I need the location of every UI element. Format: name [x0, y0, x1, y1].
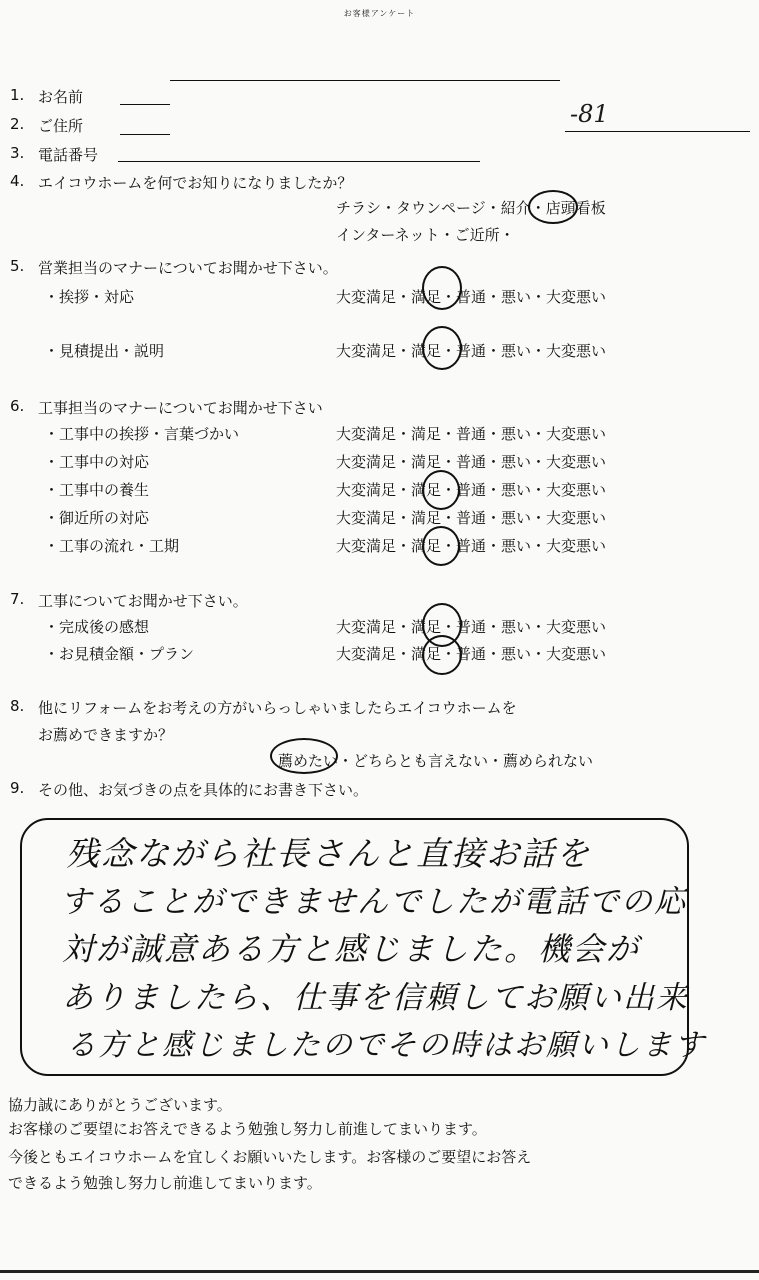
q5-item-label: ・見積提出・説明	[44, 342, 165, 360]
q5-item-label: ・挨拶・対応	[44, 288, 135, 306]
q4-options-line1: チラシ・タウンページ・紹介・店頭看板	[336, 199, 606, 217]
q7-number: 7.	[10, 590, 25, 608]
q3-number: 3.	[10, 144, 25, 162]
q5-label: 営業担当のマナーについてお聞かせ下さい。	[38, 259, 338, 277]
scan-edge-line	[0, 1270, 759, 1273]
q7-circle-mark	[422, 635, 462, 675]
q3-label: 電話番号	[38, 146, 99, 164]
q4-circle-mark	[528, 190, 578, 224]
footer-line: 協力誠にありがとうございます。	[8, 1096, 232, 1114]
q6-item-scale: 大変満足・満足・普通・悪い・大変悪い	[336, 453, 607, 471]
comment-line: することができませんでしたが電話での応	[60, 884, 687, 920]
q8-label-line2: お薦めできますか？	[38, 726, 174, 744]
comment-line: ありましたら、仕事を信頼してお願い出来	[62, 980, 689, 1016]
q1-number: 1.	[10, 86, 25, 104]
q7-item-scale: 大変満足・満足・普通・悪い・大変悪い	[336, 645, 607, 663]
q7-item-scale: 大変満足・満足・普通・悪い・大変悪い	[336, 618, 607, 636]
q8-options: 薦めたい・どちらとも言えない・薦められない	[278, 752, 594, 770]
q2-address-line	[565, 131, 750, 132]
comment-line: 対が誠意ある方と感じました。機会が	[62, 930, 641, 968]
q9-number: 9.	[10, 779, 25, 797]
q7-item-label: ・完成後の感想	[44, 618, 150, 636]
q6-item-label: ・工事中の挨拶・言葉づかい	[44, 425, 240, 443]
q4-options-line2: インターネット・ご近所・	[336, 226, 515, 244]
q8-circle-mark	[270, 738, 338, 774]
q4-number: 4.	[10, 172, 25, 190]
footer-line: できるよう勉強し努力し前進してまいります。	[8, 1174, 322, 1192]
q6-item-label: ・工事の流れ・工期	[44, 537, 180, 555]
footer-line: 今後ともエイコウホームを宜しくお願いいたします。お客様のご要望にお答え	[8, 1148, 532, 1166]
q5-item-scale: 大変満足・満足・普通・悪い・大変悪い	[336, 288, 607, 306]
q7-item-label: ・お見積金額・プラン	[44, 645, 195, 663]
comment-line: る方と感じましたのでその時はお願いします	[66, 1028, 706, 1063]
q1-name-blank	[120, 104, 170, 105]
q6-label: 工事担当のマナーについてお聞かせ下さい	[38, 399, 323, 417]
q6-circle-mark	[422, 526, 460, 566]
q6-item-label: ・工事中の養生	[44, 481, 150, 499]
q6-circle-mark	[422, 470, 460, 510]
q8-label: 他にリフォームをお考えの方がいらっしゃいましたらエイコウホームを	[38, 699, 517, 717]
q1-name-line	[170, 80, 560, 81]
q6-item-scale: 大変満足・満足・普通・悪い・大変悪い	[336, 481, 607, 499]
q5-circle-mark	[422, 266, 462, 310]
q5-number: 5.	[10, 257, 25, 275]
q2-address-blank	[120, 134, 170, 135]
q2-number: 2.	[10, 115, 25, 133]
footer-line: お客様のご要望にお答えできるよう勉強し努力し前進してまいります。	[8, 1120, 487, 1138]
page-title: お客様アンケート	[343, 9, 416, 18]
q1-label: お名前	[38, 88, 84, 106]
q6-item-scale: 大変満足・満足・普通・悪い・大変悪い	[336, 425, 607, 443]
q6-item-label: ・御近所の対応	[44, 509, 150, 527]
q2-label: ご住所	[38, 117, 84, 135]
q3-phone-line	[118, 161, 480, 162]
q6-number: 6.	[10, 397, 25, 415]
q6-item-scale: 大変満足・満足・普通・悪い・大変悪い	[336, 509, 607, 527]
q4-label: エイコウホームを何でお知りになりましたか？	[38, 174, 353, 192]
comment-line: 残念ながら社長さんと直接お話を	[66, 834, 591, 873]
q5-circle-mark	[422, 326, 462, 370]
q2-handwritten-address: -81	[570, 100, 609, 128]
q8-number: 8.	[10, 697, 25, 715]
q7-label: 工事についてお聞かせ下さい。	[38, 592, 248, 610]
q6-item-scale: 大変満足・満足・普通・悪い・大変悪い	[336, 537, 607, 555]
q9-label: その他、お気づきの点を具体的にお書き下さい。	[38, 781, 369, 799]
q6-item-label: ・工事中の対応	[44, 453, 150, 471]
q5-item-scale: 大変満足・満足・普通・悪い・大変悪い	[336, 342, 607, 360]
